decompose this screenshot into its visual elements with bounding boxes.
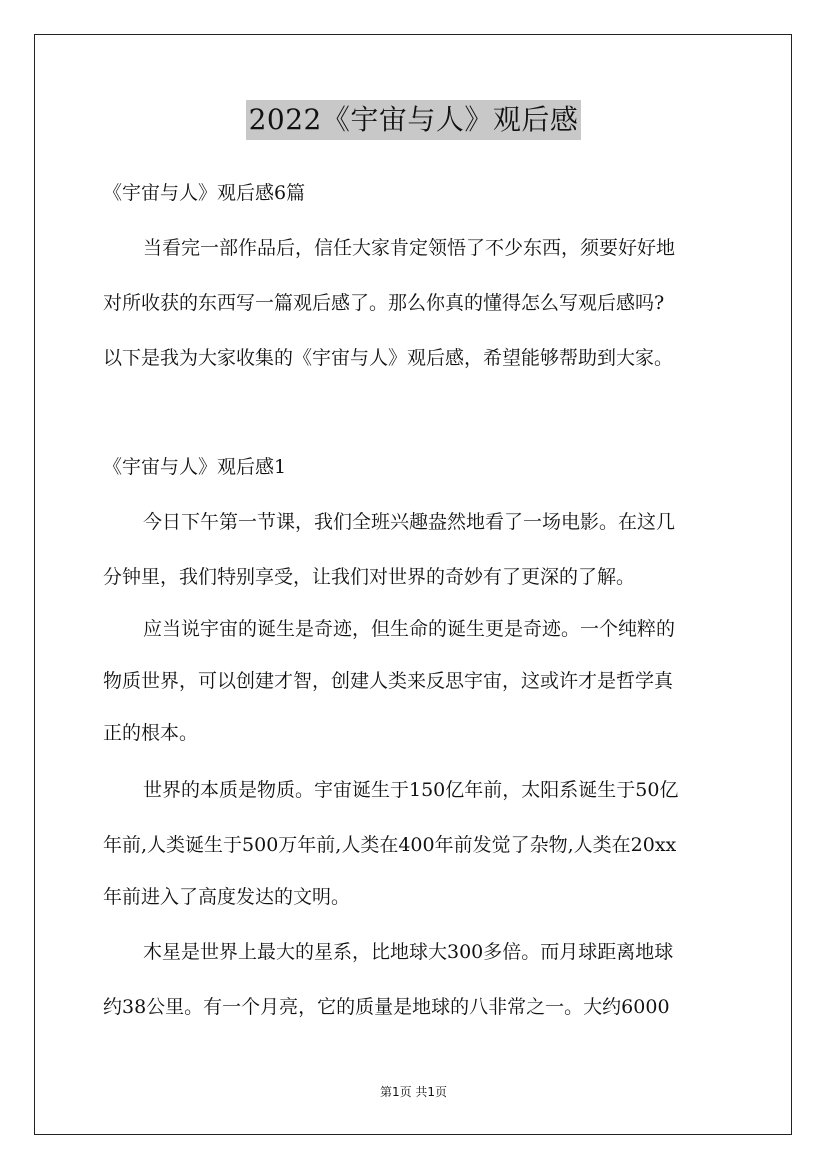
paragraph-line: 正的根本。 bbox=[103, 722, 199, 744]
page-number-footer: 第1页 共1页 bbox=[379, 1085, 448, 1099]
paragraph-line: 分钟里，我们特别享受，让我们对世界的奇妙有了更深的了解。 bbox=[103, 566, 636, 588]
paragraph-line: 木星是世界上最大的星系，比地球大300多倍。而月球距离地球 bbox=[143, 941, 674, 963]
paragraph-line: 物质世界，可以创建才智，创建人类来反思宇宙，这或许才是哲学真 bbox=[103, 670, 674, 692]
paragraph-line: 对所收获的东西写一篇观后感了。那么你真的懂得怎么写观后感吗? bbox=[103, 292, 665, 314]
paragraph-line: 当看完一部作品后，信任大家肯定领悟了不少东西，须要好好地 bbox=[143, 237, 676, 259]
paragraph-line: 年前,人类诞生于500万年前,人类在400年前发觉了杂物,人类在20xx bbox=[103, 834, 677, 856]
paragraph-line: 以下是我为大家收集的《宇宙与人》观后感，希望能够帮助到大家。 bbox=[103, 347, 674, 369]
paragraph-line: 应当说宇宙的诞生是奇迹，但生命的诞生更是奇迹。一个纯粹的 bbox=[143, 618, 676, 640]
section-heading: 《宇宙与人》观后感6篇 bbox=[103, 182, 306, 204]
paragraph-line: 年前进入了高度发达的文明。 bbox=[103, 886, 351, 908]
paragraph-line: 约38公里。有一个月亮，它的质量是地球的八非常之一。大约6000 bbox=[103, 996, 670, 1018]
paragraph-line: 今日下午第一节课，我们全班兴趣盎然地看了一场电影。在这几 bbox=[143, 511, 676, 533]
title-container bbox=[0, 100, 827, 140]
section-heading: 《宇宙与人》观后感1 bbox=[103, 456, 287, 478]
paragraph-line: 世界的本质是物质。宇宙诞生于150亿年前，太阳系诞生于50亿 bbox=[143, 779, 679, 801]
document-title: 2022《宇宙与人》观后感 bbox=[246, 100, 582, 140]
